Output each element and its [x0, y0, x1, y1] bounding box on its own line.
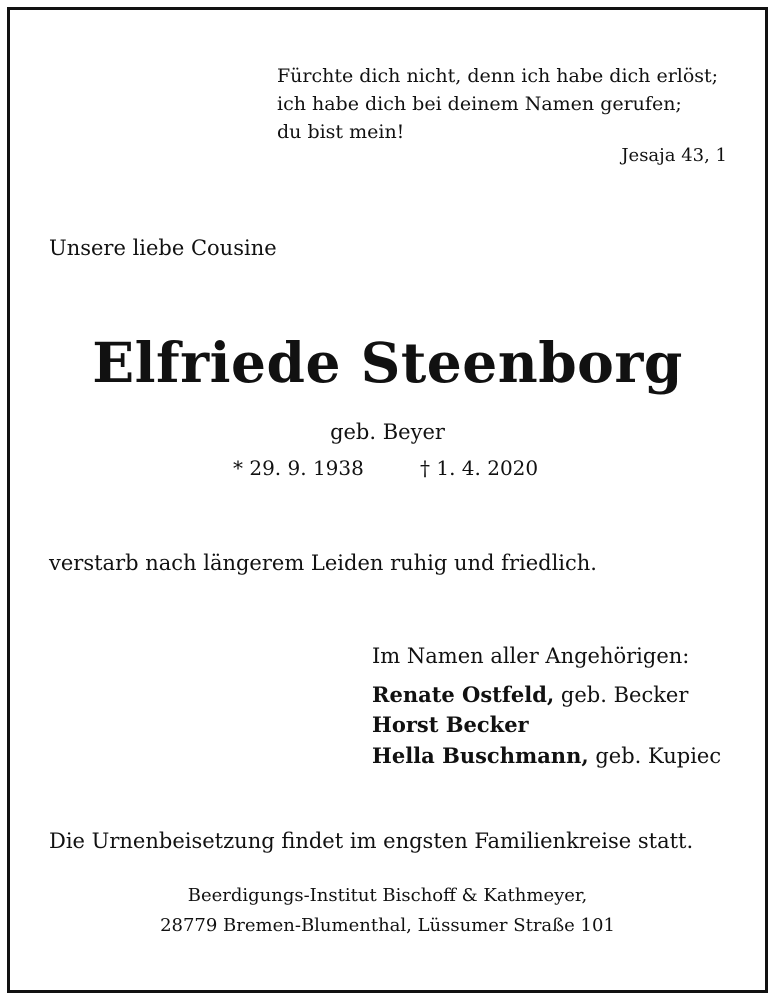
verse-reference: Jesaja 43, 1: [621, 145, 727, 166]
maiden-name: geb. Beyer: [330, 420, 445, 444]
funeral-home-address: 28779 Bremen-Blumenthal, Lüssumer Straße 101: [160, 915, 615, 936]
mourner-row: [372, 682, 688, 707]
funeral-home-name: Beerdigungs-Institut Bischoff & Kathmeyer,: [187, 885, 588, 906]
deceased-name: Elfriede Steenborg: [92, 330, 683, 395]
mourner-name: Horst Becker: [372, 712, 529, 737]
mourner-row: [372, 712, 529, 737]
mourners-heading: Im Namen aller Angehörigen:: [372, 644, 690, 668]
verse-line: ich habe dich bei deinem Namen gerufen;: [277, 93, 682, 115]
urn-notice: Die Urnenbeisetzung findet im engsten Familienkreise statt.: [49, 829, 694, 853]
verse-line: du bist mein!: [277, 121, 405, 143]
mourner-name: Renate Ostfeld,: [372, 682, 555, 707]
mourner-name: Hella Buschmann,: [372, 743, 589, 768]
mourner-note: geb. Becker: [554, 683, 689, 707]
birth-date: * 29. 9. 1938: [233, 456, 364, 480]
verse-line: Fürchte dich nicht, denn ich habe dich erlöst;: [277, 65, 719, 87]
mourner-row: [372, 743, 721, 768]
intro-text: Unsere liebe Cousine: [49, 236, 277, 260]
death-date: † 1. 4. 2020: [420, 456, 539, 480]
funeral-home: [0, 881, 775, 941]
death-statement: verstarb nach längerem Leiden ruhig und friedlich.: [49, 551, 597, 575]
mourner-note: geb. Kupiec: [588, 744, 722, 768]
bible-verse: [277, 62, 718, 146]
